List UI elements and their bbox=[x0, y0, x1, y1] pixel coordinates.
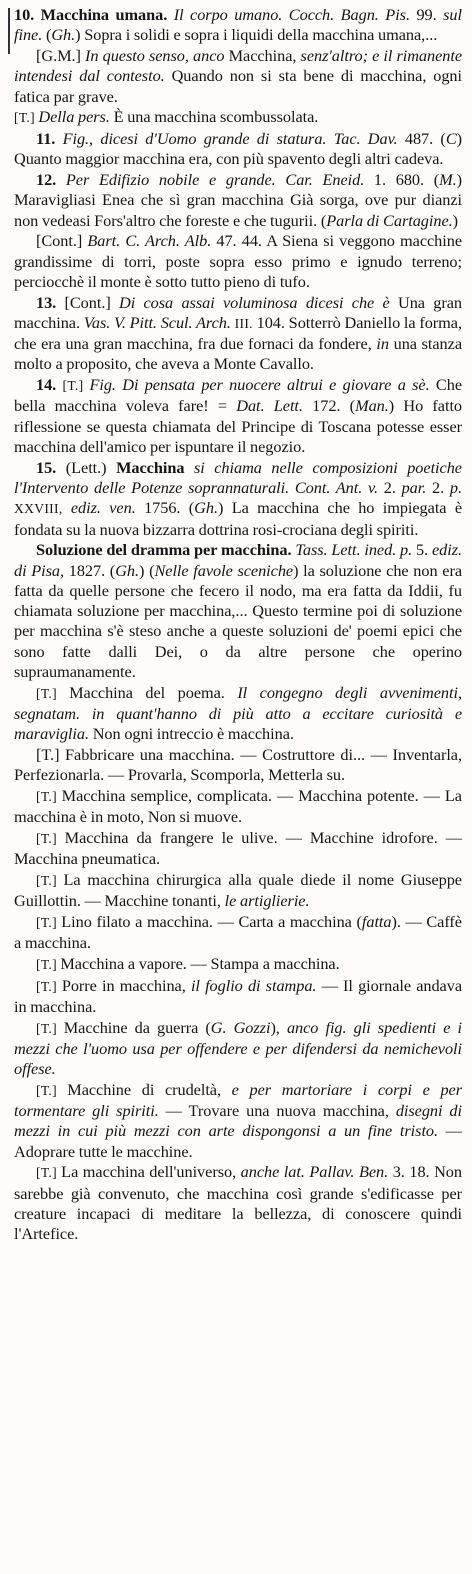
entry-list bbox=[14, 5, 462, 1245]
entry-text-run: Man. bbox=[355, 396, 389, 416]
entry-text-run: ). — Caffè a macchina. bbox=[14, 911, 462, 953]
entry-text-run: Gh. bbox=[51, 25, 76, 45]
entry-text-run: [T.] bbox=[36, 1082, 68, 1098]
dictionary-entry bbox=[14, 976, 462, 1018]
dictionary-entry bbox=[14, 1162, 462, 1244]
entry-text-run: anche lat. Pallav. Ben. bbox=[240, 1162, 389, 1182]
entry-text-run: Macchina a vapore. — Stampa a macchina. bbox=[60, 953, 340, 973]
entry-text-run: XXVIII, bbox=[14, 501, 63, 517]
entry-text-run: M. bbox=[439, 169, 457, 189]
entry-text-run: si chiama nelle composizioni poetiche l'Intervento delle Potenze soprannaturali. Cont. Ant. v. bbox=[14, 457, 462, 497]
dictionary-entry bbox=[14, 458, 462, 540]
entry-text-run: p. bbox=[449, 477, 462, 497]
entry-text-run: ) Ho fatto riflessione se questa chiamata del Principe di Toscana potesse esser macchina dell'amico per ispuntare il negozio. bbox=[14, 396, 463, 456]
entry-text-run: 13. bbox=[36, 292, 65, 312]
dictionary-entry bbox=[14, 954, 462, 975]
entry-text-run: Fig. Di pensata per nuocere altrui e giovare a sè. bbox=[89, 375, 430, 395]
entry-text-run: [T.] bbox=[14, 110, 39, 126]
entry-text-run: 1827. ( bbox=[64, 560, 116, 580]
entry-text-run bbox=[63, 498, 71, 517]
entry-text-run: ) bbox=[452, 210, 459, 230]
entry-text-run: disegni di mezzi in cui più mezzi con arte dispongonsi a un fine tristo. bbox=[14, 1101, 462, 1141]
entry-text-run: Fig., dicesi d'Uomo grande di statura. Tac. Dav. bbox=[62, 128, 398, 148]
entry-text-run: Quando non si sta bene di macchina, ogni fatica par grave. bbox=[14, 66, 462, 106]
dictionary-entry bbox=[14, 1080, 462, 1162]
entry-text-run: 5. bbox=[412, 540, 432, 560]
entry-text-run: Macchine di crudeltà, bbox=[67, 1079, 232, 1099]
entry-text-run: Gh. bbox=[115, 560, 140, 580]
entry-text-run: 104. Sotterrò Daniello la forma, che era una gran macchina, fra due fornaci da fondere, bbox=[14, 312, 462, 354]
entry-text-run: [T.] bbox=[36, 978, 62, 994]
entry-text-run: ) Maravigliasi Enea che sì gran macchina Già sorga, ove pur dianzi non vedeasi Fors'altro che foreste e che tugurii. ( bbox=[14, 169, 462, 230]
dictionary-entry bbox=[14, 375, 462, 457]
entry-text-run: una stanza molto a proposito, che aveva a Monte Cavallo. bbox=[14, 334, 462, 374]
entry-text-run: [T.] bbox=[36, 914, 62, 930]
entry-text-run: 487. ( bbox=[397, 128, 446, 148]
entry-text-run: [Cont.] bbox=[36, 231, 88, 251]
entry-text-run: par. bbox=[401, 477, 427, 497]
entry-text-run: il foglio di stampa. bbox=[190, 975, 317, 995]
entry-text-run: Bart. C. Arch. Alb. bbox=[87, 231, 212, 251]
dictionary-entry bbox=[14, 540, 462, 682]
entry-text-run: Una gran macchina. bbox=[14, 292, 462, 332]
entry-text-run: Macchina del poema. bbox=[69, 682, 238, 702]
entry-text-run: ) Sopra i solidi e sopra i liquidi della macchina umana,... bbox=[75, 25, 438, 45]
entry-text-run: 12. bbox=[36, 169, 66, 189]
entry-text-run: ) la soluzione che non era fatta da quelle persone che fecero il nodo, ma era fatta da Iddii, fu chiamata soluzione per macchina,... Questo termine poi di soluzione per macchina s'è steso anche a queste soluzioni de' poemi epici che sono fatte dalli Dei, o da altre persone che operino supraumanamente. bbox=[14, 560, 463, 682]
entry-text-run: Gh. bbox=[194, 498, 218, 518]
entry-text-run: ediz. ven. bbox=[70, 498, 136, 518]
entry-text-run: Lino filato a macchina. — Carta a macchina ( bbox=[61, 911, 362, 931]
entry-text-run: — Adoprare tutte le macchine. bbox=[14, 1121, 462, 1161]
entry-text-run: 14. bbox=[36, 375, 63, 395]
dictionary-entry bbox=[14, 5, 462, 46]
dictionary-entry bbox=[14, 912, 462, 954]
entry-text-run: ) La macchina che ho impiegata è fondata su la nuova bizzarra dottrina rosi-crociana degli spiriti. bbox=[14, 498, 462, 539]
entry-text-run: Tass. Lett. ined. p. bbox=[295, 540, 413, 560]
entry-text-run: 2. bbox=[378, 477, 402, 497]
entry-text-run: 99. bbox=[409, 5, 444, 24]
entry-text-run: anco fig. gli spedienti e i mezzi che l'uomo usa per offendere e per difendersi da nemichevoli offese. bbox=[14, 1017, 462, 1079]
entry-text-run: [T.] bbox=[36, 788, 62, 804]
entry-text-run: 1. 680. ( bbox=[364, 169, 440, 189]
entry-text-run: Parla di Cartagine. bbox=[326, 210, 453, 230]
dictionary-entry bbox=[14, 170, 462, 231]
entry-text-run: in bbox=[376, 334, 389, 354]
entry-text-run: 1756. ( bbox=[135, 498, 195, 518]
entry-text-run: Nelle favole sceniche bbox=[154, 560, 294, 580]
entry-text-run: 3. 18. Non sarebbe già convenuto, che macchina così grande s'edificasse per creature incapaci di meditare la bellezza, di conoscere quindi l'Artefice. bbox=[14, 1162, 462, 1244]
entry-text-run: Per Edifizio nobile e grande. Car. Eneid. bbox=[65, 169, 365, 189]
dictionary-entry bbox=[14, 46, 462, 107]
dictionary-entry bbox=[14, 870, 462, 912]
entry-text-run: 15. bbox=[36, 457, 66, 477]
entry-text-run: [T.] Fabbricare una macchina. — Costruttore di... — Inventarla, Perfezionarla. — Provarla, Scomporla, Metterla su. bbox=[14, 744, 462, 785]
entry-text-run: Macchina bbox=[116, 457, 194, 477]
entry-text-run: Di cosa assai voluminosa dicesi che è bbox=[119, 292, 390, 312]
entry-text-run: fatta bbox=[361, 911, 392, 931]
entry-text-run: [G.M.] bbox=[36, 45, 86, 65]
entry-text-run: sul fine. bbox=[14, 5, 462, 45]
entry-text-run: [T.] bbox=[36, 685, 70, 701]
entry-text-run: Il congegno degli avvenimenti, segnatam. in quant'hanno di più atto a eccitare curiosità e maraviglia. bbox=[14, 682, 462, 744]
entry-text-run: [T.] bbox=[62, 378, 90, 394]
entry-text-run: senz'altro; e il rimanente intendesi dal contesto. bbox=[14, 45, 463, 86]
entry-text-run: — Trovare una nuova macchina, bbox=[158, 1101, 396, 1121]
entry-text-run: Non ogni intreccio è macchina. bbox=[88, 724, 294, 744]
entry-text-run: Macchine da guerra ( bbox=[63, 1017, 211, 1037]
dictionary-entry bbox=[14, 129, 462, 170]
entry-text-run: — Il giornale andava in macchina. bbox=[14, 975, 462, 1016]
entry-text-run: Macchina, bbox=[228, 45, 301, 65]
entry-text-run: C bbox=[445, 128, 457, 148]
dictionary-entry bbox=[14, 786, 462, 828]
entry-text-run: [T.] bbox=[36, 956, 61, 972]
entry-text-run: È una macchina scombussolata. bbox=[109, 107, 319, 127]
entry-text-run: ) ( bbox=[139, 560, 155, 580]
dictionary-entry bbox=[14, 683, 462, 745]
entry-text-run: e per martoriare i corpi e per tormentare gli spiriti. bbox=[14, 1079, 462, 1121]
entry-text-run: 2. bbox=[426, 477, 450, 497]
entry-text-run: ediz. di Pisa, bbox=[14, 540, 462, 580]
dictionary-entry bbox=[14, 231, 462, 292]
entry-text-run: Macchina da frangere le ulive. — Macchine idrofore. — Macchina pneumatica. bbox=[14, 827, 462, 869]
entry-text-run: le artiglierie. bbox=[224, 891, 310, 911]
dictionary-entry bbox=[14, 745, 462, 786]
dictionary-entry bbox=[14, 107, 462, 128]
entry-text-run: 10. Macchina umana. bbox=[14, 5, 174, 24]
entry-text-run: 47. 44. A Siena si veggono macchine grandissime di torri, poste sopra esso primo e ignudo terreno; perciocchè il monte è sotto tutto pieno di tufo. bbox=[14, 231, 463, 291]
entry-text-run: [T.] bbox=[36, 1020, 64, 1036]
margin-rule bbox=[8, 8, 10, 54]
entry-text-run: Che bella macchina voleva fare! = bbox=[14, 375, 462, 416]
entry-text-run: La macchina chirurgica alla quale diede il nome Giuseppe Guillottin. — Macchine tonanti, bbox=[14, 869, 462, 911]
entry-text-run: [T.] bbox=[36, 872, 64, 888]
entry-text-run: Vas. V. Pitt. Scul. Arch. bbox=[83, 312, 231, 332]
entry-text-run: Dat. Lett. bbox=[236, 396, 303, 416]
entry-text-run: G. Gozzi bbox=[210, 1017, 271, 1037]
entry-text-run: ( bbox=[42, 25, 52, 45]
entry-text-run: Il corpo umano. Cocch. Bagn. Pis. bbox=[173, 5, 410, 24]
entry-text-run: ), bbox=[270, 1017, 287, 1037]
dictionary-entry bbox=[14, 828, 462, 870]
entry-text-run: 11. bbox=[36, 128, 63, 148]
entry-text-run: [Cont.] bbox=[64, 292, 120, 312]
entry-text-run: Della pers. bbox=[38, 107, 110, 127]
entry-text-run: In questo senso, anco bbox=[85, 45, 229, 65]
entry-text-run: Macchina semplice, complicata. — Macchina potente. — La macchina è in moto, Non si muove. bbox=[14, 785, 462, 827]
entry-text-run: Soluzione del dramma per macchina. bbox=[36, 540, 296, 560]
entry-text-run: (Lett.) bbox=[65, 457, 117, 477]
entry-text-run: [T.] bbox=[36, 830, 65, 846]
dictionary-entry bbox=[14, 293, 462, 375]
entry-text-run: III. bbox=[234, 315, 253, 331]
entry-text-run: Porre in macchina, bbox=[61, 975, 191, 995]
entry-text-run: ) Quanto maggior macchina era, con più spavento degli altri cadeva. bbox=[14, 128, 462, 169]
dictionary-entry bbox=[14, 1018, 462, 1080]
entry-text-run: La macchina dell'universo, bbox=[61, 1162, 241, 1182]
entry-text-run: [T.] bbox=[36, 1165, 62, 1181]
entry-text-run: 172. ( bbox=[302, 396, 356, 416]
